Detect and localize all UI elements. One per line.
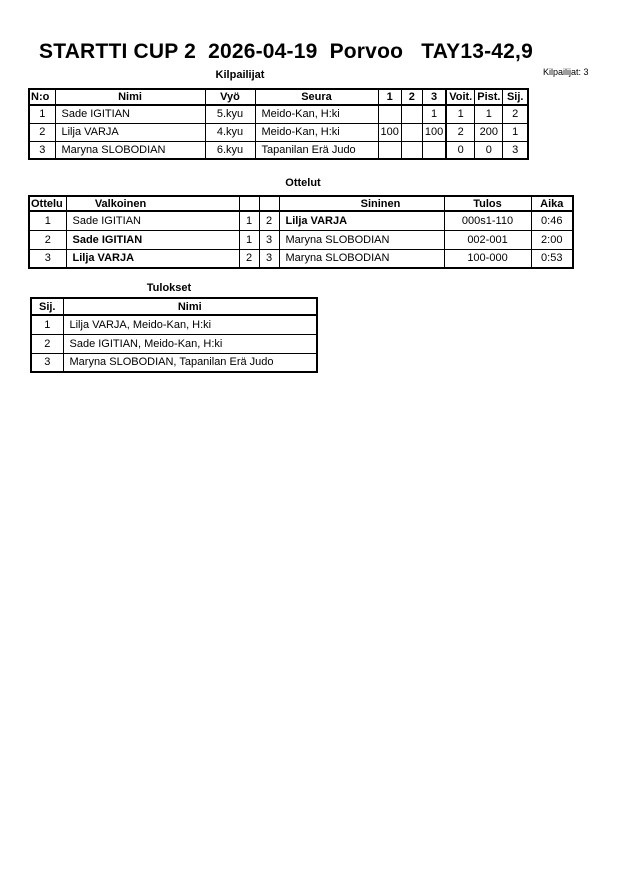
table-row [29, 211, 573, 230]
table-row [31, 334, 317, 353]
cell-vyo: 5.kyu [205, 105, 255, 123]
col-aika: Aika [531, 196, 573, 211]
cell-seura: Tapanilan Erä Judo [255, 141, 378, 159]
cell-pist: 1 [475, 105, 503, 123]
col-pist: Pist. [475, 89, 503, 105]
cell-bno: 2 [259, 211, 279, 230]
cell-aika: 0:46 [531, 211, 573, 230]
cell-bno: 3 [259, 230, 279, 249]
cell-sij: 3 [31, 353, 63, 372]
cell-sij: 2 [31, 334, 63, 353]
cell-m2 [401, 123, 422, 141]
table-row [29, 249, 573, 268]
cell-aika: 2:00 [531, 230, 573, 249]
competitor-count-label: Kilpailijat: 3 [543, 67, 589, 77]
cell-seura: Meido-Kan, H:ki [255, 123, 378, 141]
cell-seura: Meido-Kan, H:ki [255, 105, 378, 123]
cell-vyo: 4.kyu [205, 123, 255, 141]
col-match3: 3 [422, 89, 446, 105]
cell-nimi: Sade IGITIAN [55, 105, 205, 123]
ottelut-table [28, 195, 574, 269]
cell-m3: 1 [422, 105, 446, 123]
table-row [31, 353, 317, 372]
cell-valkoinen-winner: Sade IGITIAN [66, 230, 239, 249]
cell-wno: 1 [239, 230, 259, 249]
col-sij: Sij. [503, 89, 528, 105]
cell-wno: 1 [239, 211, 259, 230]
col-seura: Seura [255, 89, 378, 105]
cell-nimi: Sade IGITIAN, Meido-Kan, H:ki [63, 334, 317, 353]
cell-sij: 2 [503, 105, 528, 123]
kilpailijat-table [28, 88, 529, 160]
col-voit: Voit. [446, 89, 475, 105]
cell-m3: 100 [422, 123, 446, 141]
cell-nimi: Lilja VARJA, Meido-Kan, H:ki [63, 315, 317, 334]
cell-pist: 0 [475, 141, 503, 159]
ottelut-header-row [29, 196, 573, 211]
ottelut-heading: Ottelut [285, 177, 321, 189]
cell-sij: 1 [31, 315, 63, 334]
cell-m3 [422, 141, 446, 159]
cell-nimi: Maryna SLOBODIAN [55, 141, 205, 159]
col-wno [239, 196, 259, 211]
cell-tulos: 000s1-110 [444, 211, 531, 230]
kilpailijat-heading: Kilpailijat [215, 69, 265, 81]
table-row [29, 105, 528, 123]
cell-voit: 1 [446, 105, 475, 123]
col-bno [259, 196, 279, 211]
cell-m2 [401, 141, 422, 159]
cell-sininen-winner: Lilja VARJA [279, 211, 444, 230]
cell-pist: 200 [475, 123, 503, 141]
table-row [29, 141, 528, 159]
cell-ottelu: 2 [29, 230, 66, 249]
cell-no: 2 [29, 123, 55, 141]
kilpailijat-header-row [29, 89, 528, 105]
cell-no: 1 [29, 105, 55, 123]
cell-tulos: 100-000 [444, 249, 531, 268]
table-row [31, 315, 317, 334]
cell-nimi: Maryna SLOBODIAN, Tapanilan Erä Judo [63, 353, 317, 372]
cell-m1 [378, 141, 401, 159]
cell-sininen: Maryna SLOBODIAN [279, 230, 444, 249]
col-sininen: Sininen [279, 196, 444, 211]
cell-voit: 0 [446, 141, 475, 159]
cell-m2 [401, 105, 422, 123]
col-match1: 1 [378, 89, 401, 105]
tulokset-header-row [31, 298, 317, 315]
cell-sininen: Maryna SLOBODIAN [279, 249, 444, 268]
page-title: STARTTI CUP 2 2026-04-19 Porvoo TAY13-42,9 [39, 40, 533, 63]
cell-sij: 1 [503, 123, 528, 141]
col-vyo: Vyö [205, 89, 255, 105]
col-match2: 2 [401, 89, 422, 105]
col-nimi: Nimi [63, 298, 317, 315]
cell-m1: 100 [378, 123, 401, 141]
cell-sij: 3 [503, 141, 528, 159]
table-row [29, 123, 528, 141]
cell-ottelu: 3 [29, 249, 66, 268]
col-sij: Sij. [31, 298, 63, 315]
cell-no: 3 [29, 141, 55, 159]
col-nimi: Nimi [55, 89, 205, 105]
tulokset-table [30, 297, 318, 373]
col-valkoinen: Valkoinen [66, 196, 239, 211]
cell-voit: 2 [446, 123, 475, 141]
cell-nimi: Lilja VARJA [55, 123, 205, 141]
cell-vyo: 6.kyu [205, 141, 255, 159]
cell-m1 [378, 105, 401, 123]
col-tulos: Tulos [444, 196, 531, 211]
cell-valkoinen: Sade IGITIAN [66, 211, 239, 230]
cell-aika: 0:53 [531, 249, 573, 268]
tulokset-heading: Tulokset [146, 282, 192, 294]
cell-wno: 2 [239, 249, 259, 268]
cell-bno: 3 [259, 249, 279, 268]
col-no: N:o [29, 89, 55, 105]
table-row [29, 230, 573, 249]
cell-valkoinen-winner: Lilja VARJA [66, 249, 239, 268]
cell-ottelu: 1 [29, 211, 66, 230]
col-ottelu: Ottelu [29, 196, 66, 211]
cell-tulos: 002-001 [444, 230, 531, 249]
